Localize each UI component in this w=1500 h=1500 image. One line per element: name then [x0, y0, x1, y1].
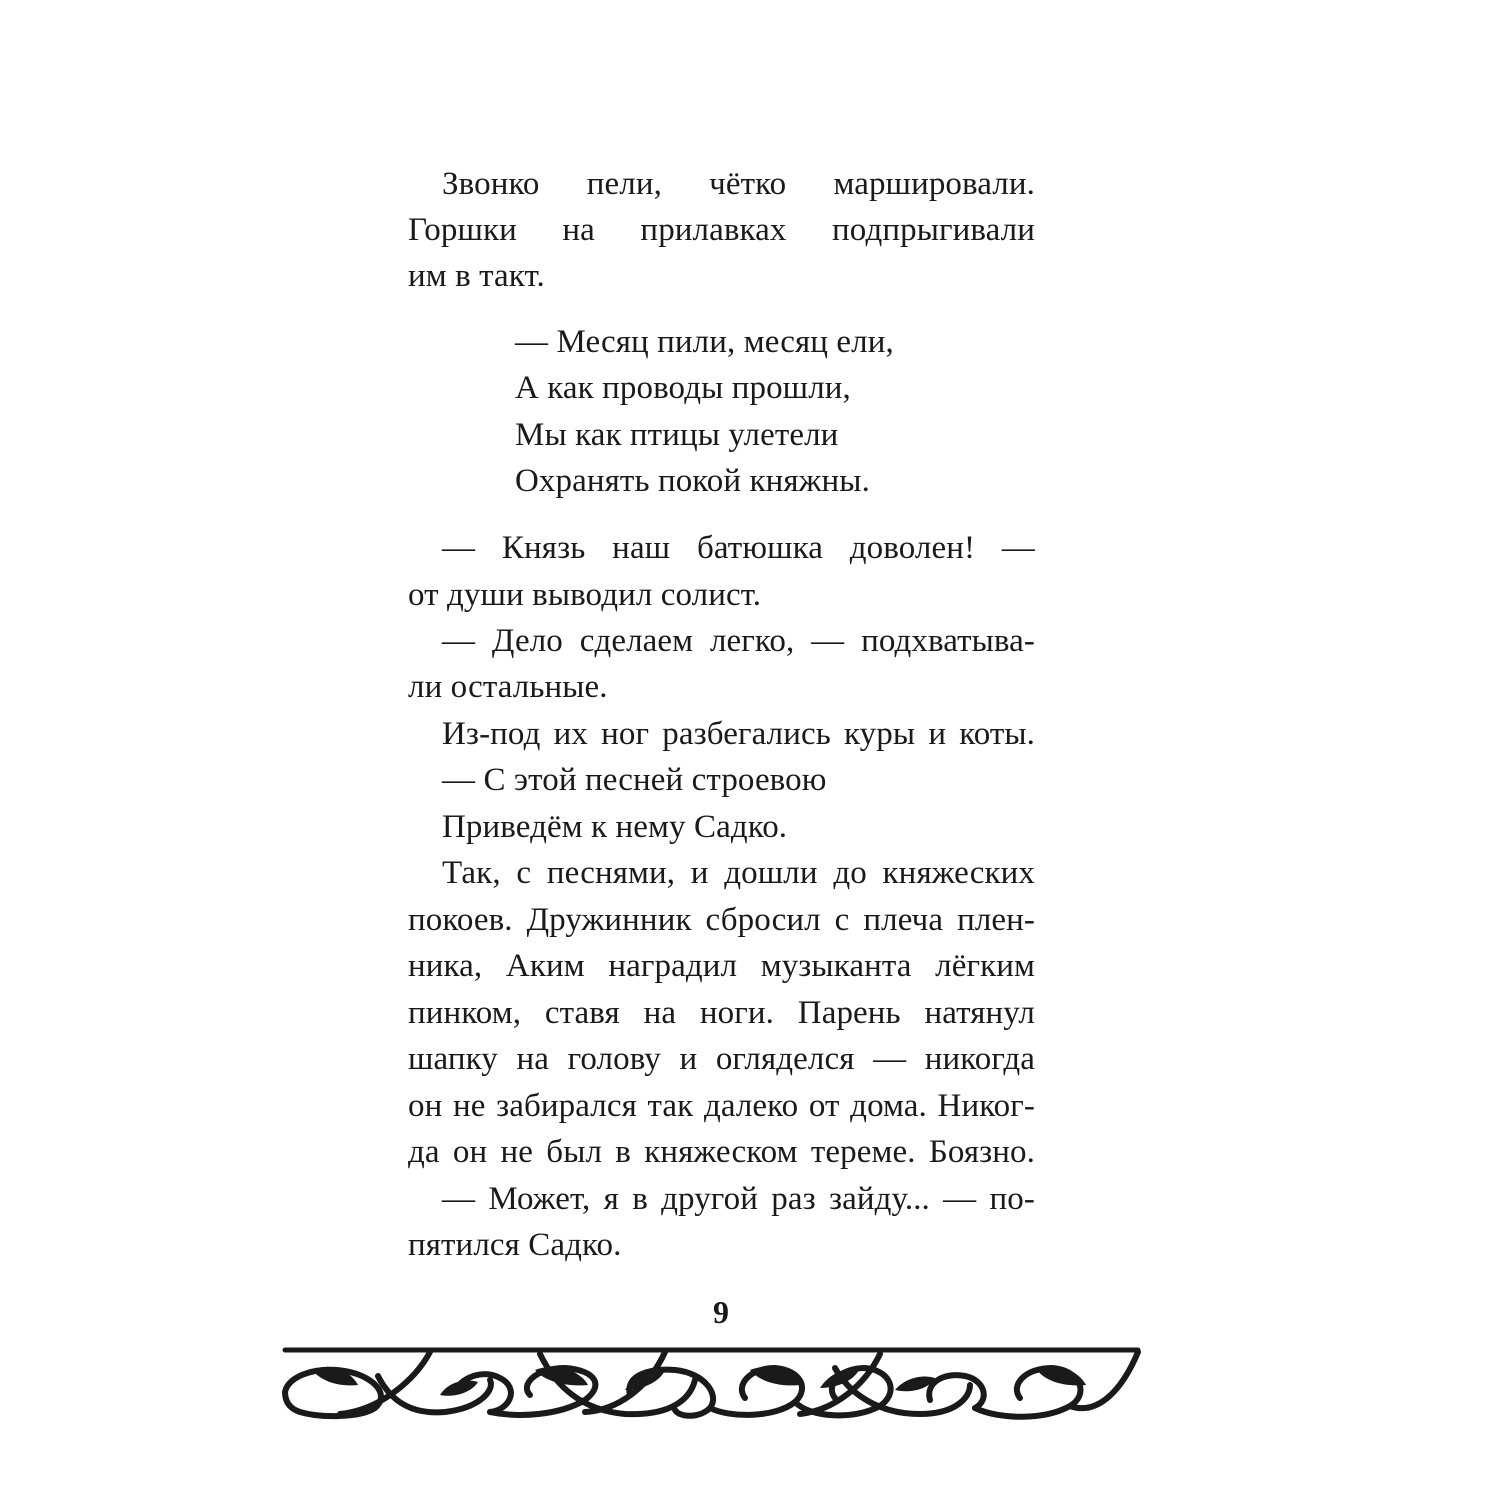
decorative-vine-border-icon	[280, 1340, 1145, 1425]
verse-line: Мы как птицы улетели	[515, 417, 839, 453]
verse-line: Охранять покой княжны.	[515, 463, 870, 499]
text-line: — С этой песней строевою	[442, 762, 827, 798]
text-line: Звонко пели, чётко маршировали.	[442, 166, 1035, 202]
text-line: — Дело сделаем легко, — подхватыва-	[442, 623, 1035, 659]
text-line: пинком, ставя на ноги. Парень натянул	[408, 995, 1035, 1031]
page-number: 9	[713, 1294, 729, 1330]
text-line: — Князь наш батюшка доволен! —	[442, 530, 1035, 566]
text-line: ника, Аким наградил музыканта лёгким	[408, 948, 1035, 984]
text-line: он не забирался так далеко от дома. Никог-	[408, 1088, 1035, 1124]
text-line: да он не был в княжеском тереме. Боязно.	[408, 1134, 1035, 1170]
text-line: от души выводил солист.	[408, 577, 762, 613]
verse-line: А как проводы прошли,	[515, 370, 851, 406]
text-line: им в такт.	[408, 258, 545, 294]
text-line: Горшки на прилавках подпрыгивали	[408, 212, 1035, 248]
verse-line: — Месяц пили, месяц ели,	[515, 324, 894, 360]
text-line: Приведём к нему Садко.	[442, 809, 788, 845]
text-line: шапку на голову и огляделся — никогда	[408, 1041, 1035, 1077]
text-line: — Может, я в другой раз зайду... — по-	[442, 1181, 1035, 1217]
text-line: пятился Садко.	[408, 1227, 622, 1263]
text-line: Так, с песнями, и дошли до княжеских	[442, 855, 1035, 891]
text-line: ли остальные.	[408, 669, 608, 705]
text-line: Из-под их ног разбегались куры и коты.	[442, 716, 1035, 752]
text-line: покоев. Дружинник сбросил с плеча плен-	[408, 902, 1035, 938]
